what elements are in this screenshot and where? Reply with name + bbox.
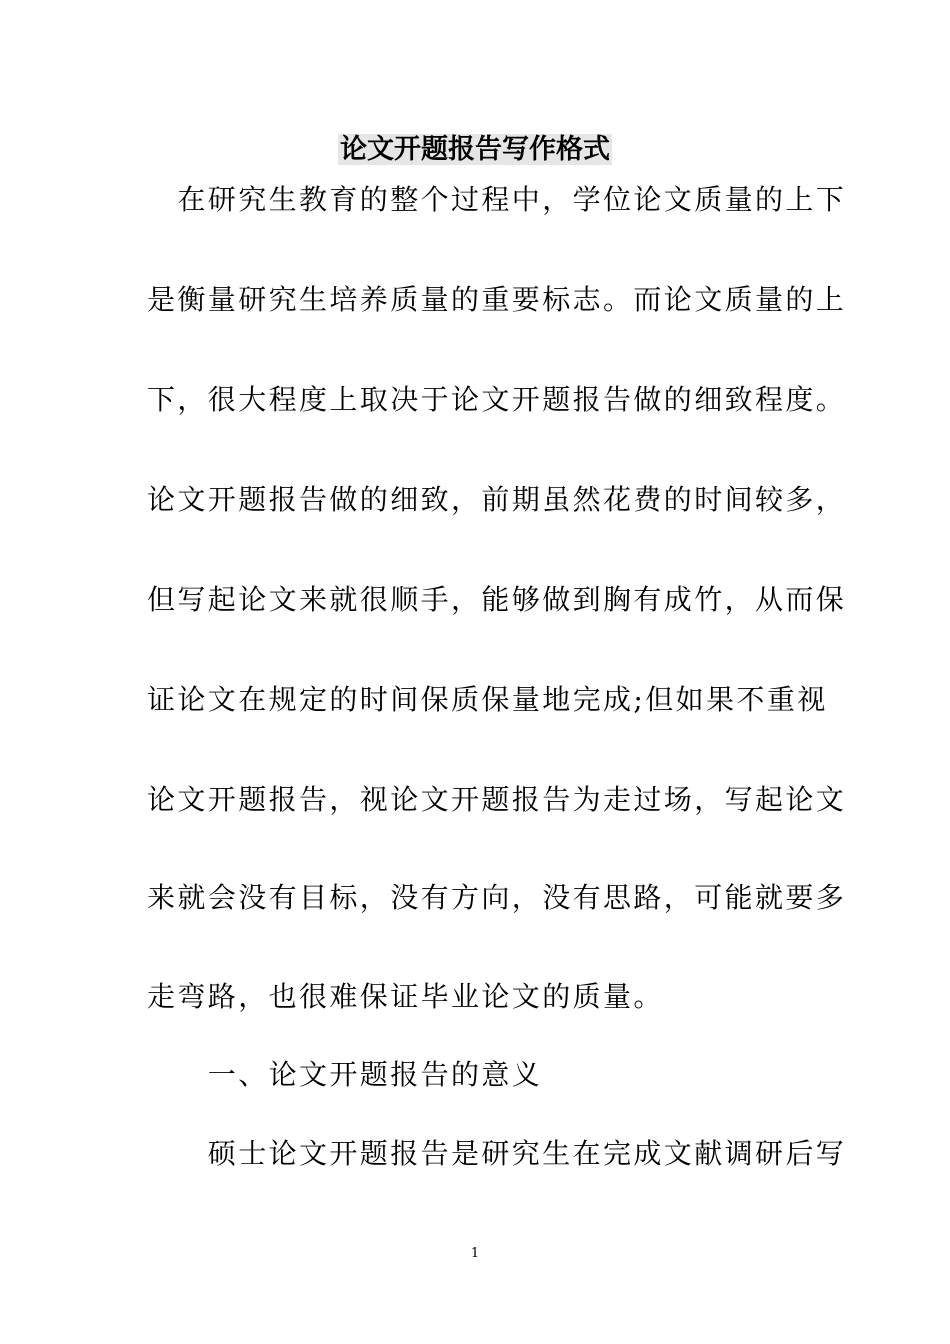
paragraph-line: 来就会没有目标，没有方向，没有思路，可能就要多 <box>147 881 847 914</box>
page-number: 1 <box>470 1246 480 1261</box>
paragraph-line: 在研究生教育的整个过程中，学位论文质量的上下 <box>147 183 847 216</box>
paragraph-line: 是衡量研究生培养质量的重要标志。而论文质量的上 <box>147 283 847 316</box>
paragraph-line: 证论文在规定的时间保质保量地完成;但如果不重视 <box>147 683 828 716</box>
paragraph-line: 论文开题报告做的细致，前期虽然花费的时间较多， <box>147 483 847 516</box>
document-title <box>0 130 950 170</box>
paragraph-line: 走弯路，也很难保证毕业论文的质量。 <box>147 980 664 1013</box>
section-heading: 一、论文开题报告的意义 <box>147 1058 543 1091</box>
document-title-text: 论文开题报告写作格式 <box>340 134 610 165</box>
paragraph-line: 硕士论文开题报告是研究生在完成文献调研后写 <box>147 1137 847 1170</box>
paragraph-line: 但写起论文来就很顺手，能够做到胸有成竹，从而保 <box>147 583 847 616</box>
paragraph-line: 论文开题报告，视论文开题报告为走过场，写起论文 <box>147 783 847 816</box>
paragraph-line: 下，很大程度上取决于论文开题报告做的细致程度。 <box>147 383 847 416</box>
